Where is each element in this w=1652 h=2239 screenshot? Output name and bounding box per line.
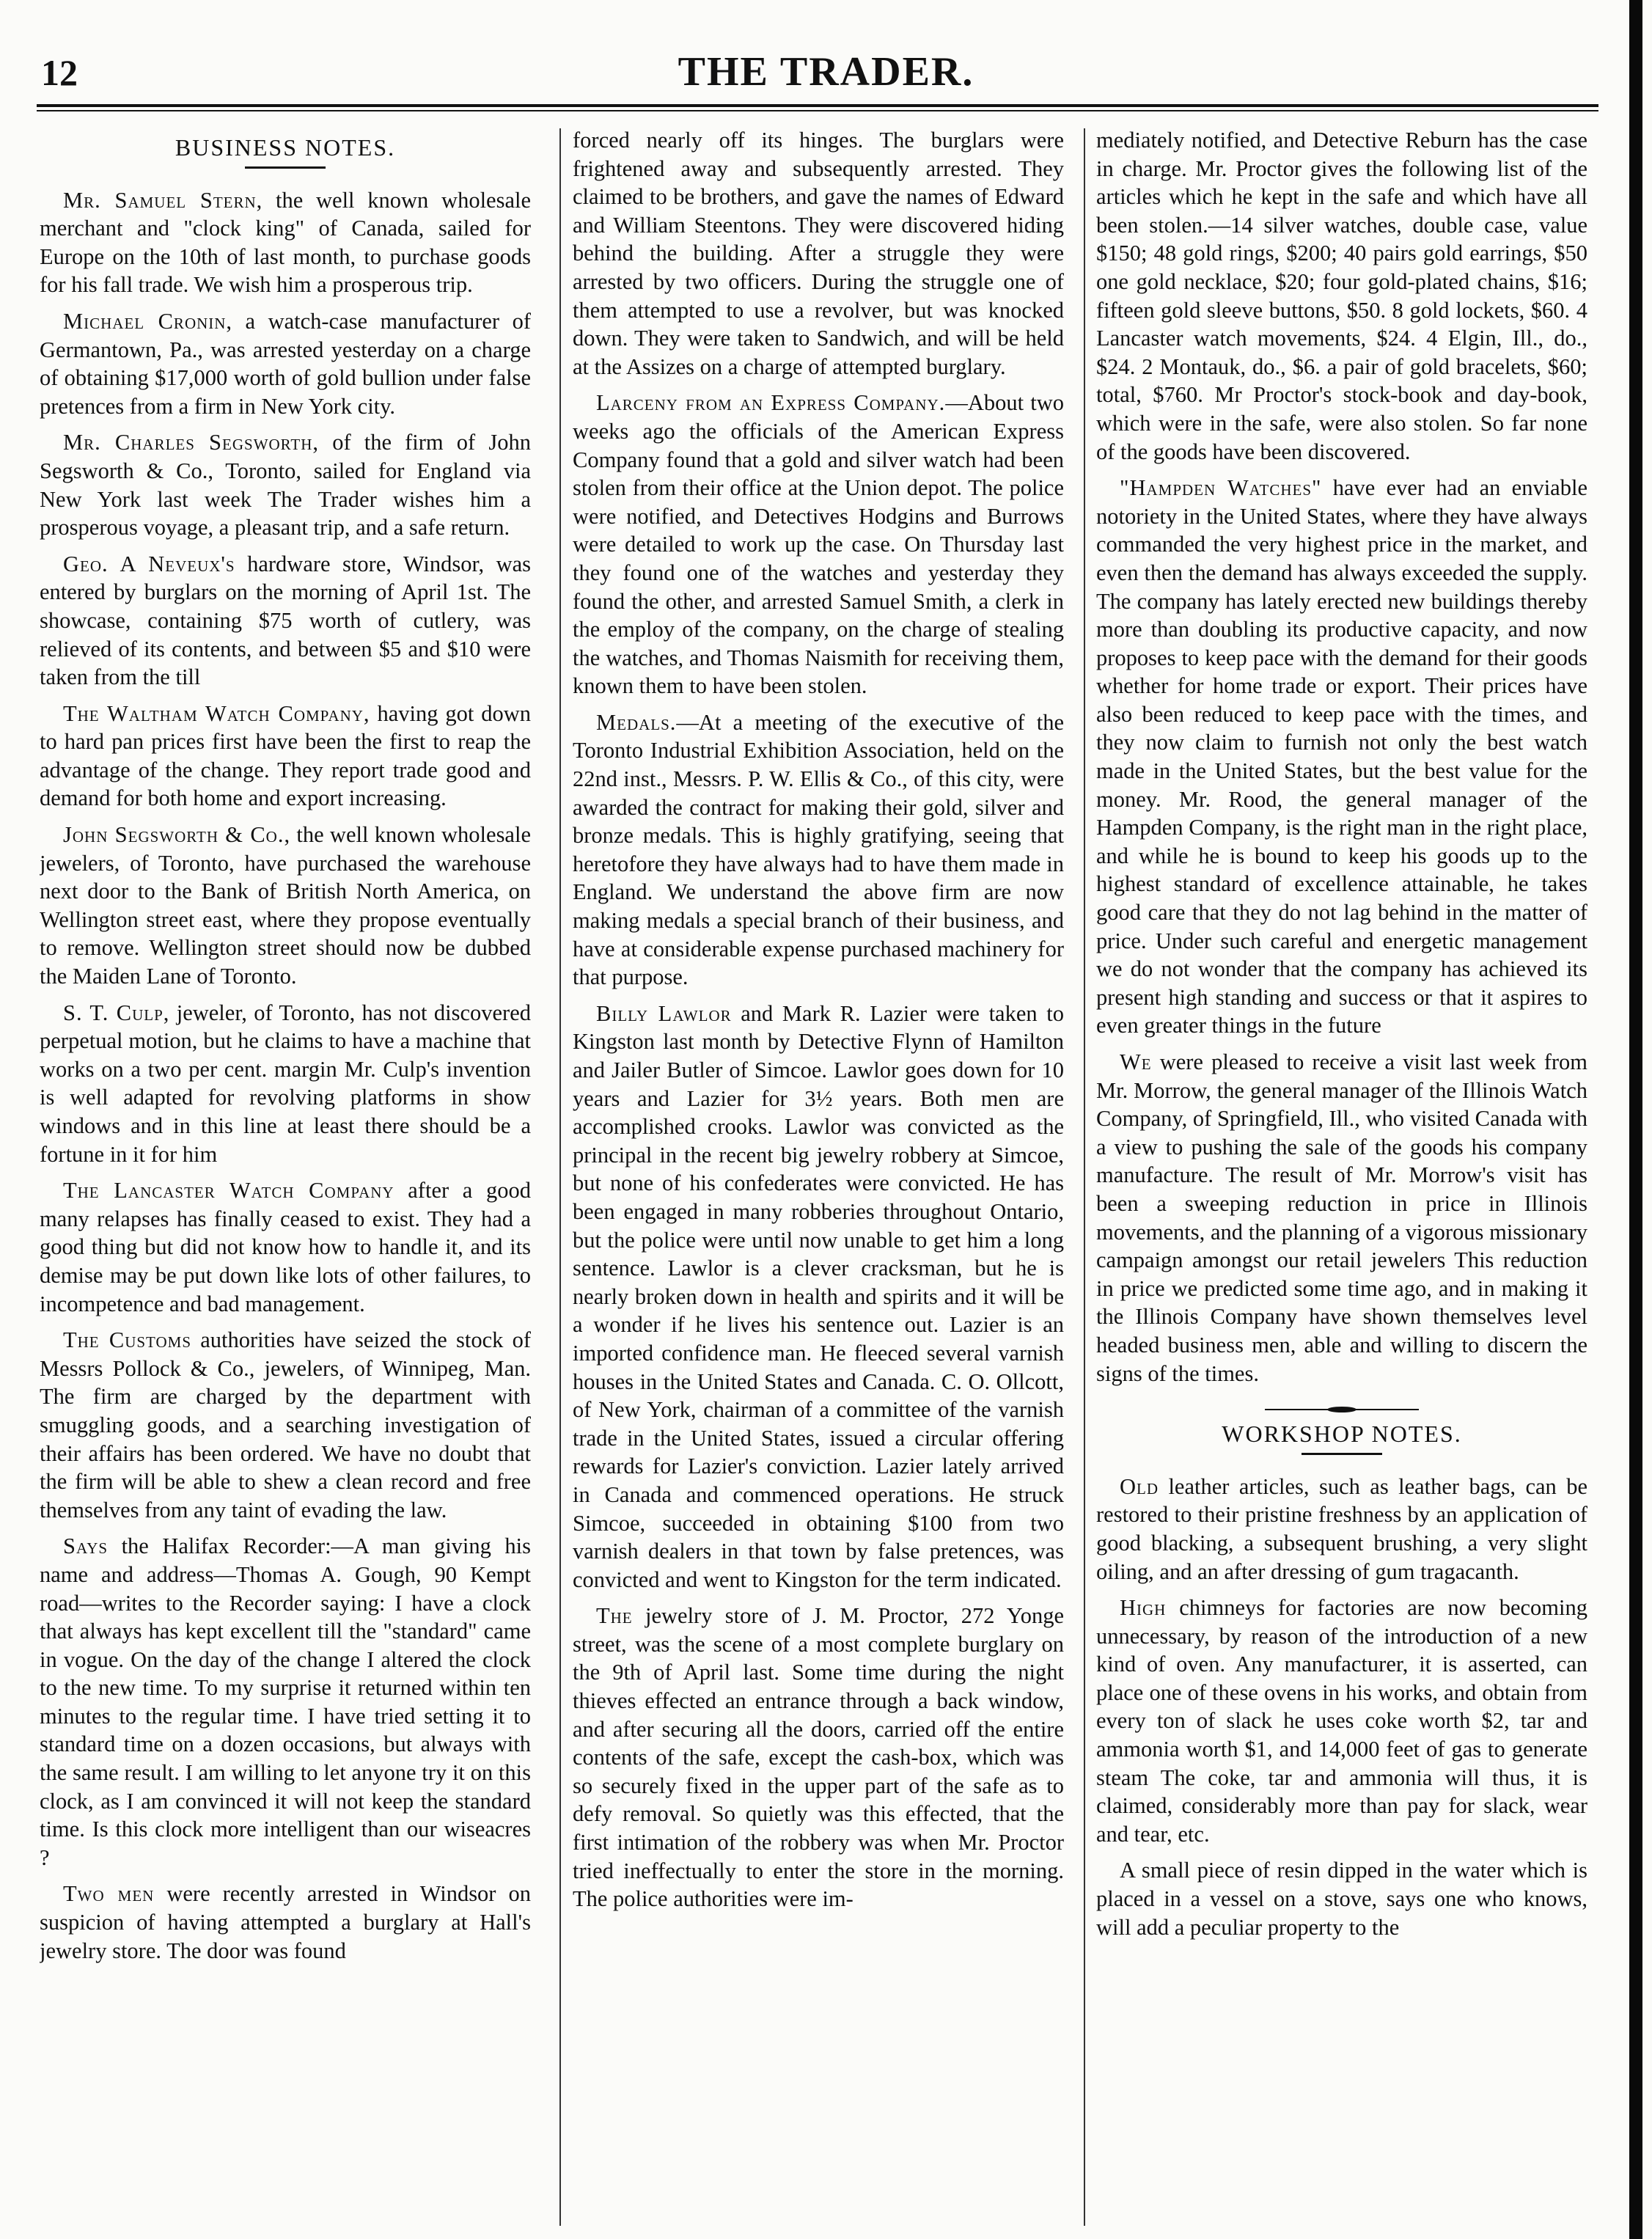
section-ornament [1265, 1407, 1419, 1412]
section-heading-workshop-notes: WORKSHOP NOTES. [1222, 1421, 1462, 1448]
article-paragraph: Says the Halifax Recorder:—A man giving his name and address—Thomas A. Gough, 90 Kempt road—writes to the Recorder saying: I have a clock that always has kept excellent till the "standard" came in vogue. On the day of the change I altered the clock to the new time. To my surprise it returned within ten minutes to the regular time. I have tried setting it to standard time on a dozen occasions, but always with the same result. I am willing to let anyone try it on this clock, as I am convinced it will not keep the standard time. Is this clock more intelligent than our wiseacres ? [40, 1533, 531, 1870]
article-paragraph: forced nearly off its hinges. The burglars were frightened away and subsequently arrested. They claimed to be brothers, and gave the names of Edward and William Steentons. They were discovered hiding behind the building. After a struggle they were arrested by two officers. During the struggle one of them attempted to use a revolver, but was knocked down. They were taken to Sandwich, and will be held at the Assizes on a charge of attempted burglary. [573, 128, 1064, 379]
article-paragraph: Michael Cronin, a watch-case manufacturer of Germantown, Pa., was arrested yesterday on a charge of obtaining $17,000 worth of gold bullion under false pretences from a firm in New York city. [40, 308, 531, 419]
article-paragraph: Old leather articles, such as leather bags, can be restored to their pristine freshness by an application of good blacking, a subsequent brushing, a very slight oiling, and an after dressing of gum tragacanth. [1096, 1473, 1587, 1584]
article-paragraph: Geo. A Neveux's hardware store, Windsor, was entered by burglars on the morning of April 1st. The showcase, containing $75 worth of cutlery, was relieved of its contents, and between $5 and $10 were taken from the till [40, 551, 531, 690]
header-rule-thin [37, 110, 1598, 111]
column-middle [573, 126, 1064, 2231]
article-paragraph: Larceny from an Express Company.—About two weeks ago the officials of the American Express Company found that a gold and silver watch had been stolen from their office at the Union depot. The police were notified, and Detectives Hodgins and Burrows were detailed to work up the case. On Thursday last they found one of the watches and yesterday they found the other, and arrested Samuel Smith, a clerk in the employ of the company, on the charge of stealing the watches, and Thomas Naismith for receiving them, known them to have been stolen. [573, 390, 1064, 699]
article-paragraph: The Customs authorities have seized the stock of Messrs Pollock & Co., jewelers, of Winnipeg, Man. The firm are charged by the department with smuggling goods, and a searching investigation of their affairs has been ordered. We have no doubt that the firm will be able to shew a clean record and free themselves from any taint of evading the law. [40, 1327, 531, 1522]
article-paragraph: Mr. Samuel Stern, the well known wholesale merchant and "clock king" of Canada, sailed for Europe on the 10th of last month, to purchase goods for his fall trade. We wish him a prosperous trip. [40, 187, 531, 298]
column-left [40, 126, 531, 2231]
section-heading-business-notes: BUSINESS NOTES. [175, 134, 396, 161]
article-paragraph: "Hampden Watches" have ever had an enviable notoriety in the United States, where they have always commanded the very highest price in the market, and even then the demand has always exceeded the supply. The company has lately erected new buildings thereby more than doubling its productive capacity, and now proposes to keep pace with the demand for their goods whether for home trade or export. Their prices have also been reduced to keep pace with the times, and they now claim to furnish not only the best watch made in the United States, but the best value for the money. Mr. Rood, the general manager of the Hampden Company, is the right man in the right place, and while he is bound to keep his goods up to the highest standard of excellence attainable, he takes good care that they do not lag behind in the matter of price. Under such careful and energetic management we do not wonder that the company has achieved its present high standing and success or that it aspires to even greater things in the future [1096, 475, 1587, 1038]
header-rule [37, 104, 1598, 107]
article-paragraph: mediately notified, and Detective Reburn has the case in charge. Mr. Proctor gives the following list of the articles which he kept in the safe and which have all been stolen.—14 silver watches, double case, value $150; 48 gold rings, $200; 40 pairs gold earrings, $50 one gold necklace, $20; four gold-plated chains, $16; fifteen gold sleeve buttons, $50. 8 gold lockets, $60. 4 Lancaster watch movements, $24. 4 Elgin, Ill., do., $24. 2 Montauk, do., $6. a pair of gold bracelets, $60; total, $760. Mr Proctor's stock-book and day-book, which were in the safe, were also stolen. So far none of the goods have been discovered. [1096, 128, 1587, 464]
page-number: 12 [41, 52, 78, 93]
article-paragraph: S. T. Culp, jeweler, of Toronto, has not discovered perpetual motion, but he claims to have a machine that works on a two per cent. margin Mr. Culp's invention is well adapted for revolving platforms in show windows and in this line at least there should be a fortune in it for him [40, 1000, 531, 1167]
article-paragraph: Two men were recently arrested in Windsor on suspicion of having attempted a burglary at Hall's jewelry store. The door was found [40, 1881, 531, 1963]
article-paragraph: Mr. Charles Segsworth, of the firm of John Segsworth & Co., Toronto, sailed for England via New York last week The Trader wishes him a prosperous voyage, a pleasant trip, and a safe return. [40, 430, 531, 540]
column-separator [1084, 128, 1085, 2226]
column-right [1096, 126, 1587, 2231]
article-paragraph: The jewelry store of J. M. Proctor, 272 Yonge street, was the scene of a most complete burglary on the 9th of April last. Some time during the night thieves effected an entrance through a back window, and after securing all the doors, carried off the entire contents of the safe, except the cash-box, which was so securely fixed in the upper part of the safe as to defy removal. So quietly was this effected, that the first intimation of the robbery was when Mr. Proctor tried ineffectually to enter the store in the morning. The police authorities were im- [573, 1603, 1064, 1912]
scan-edge [1629, 0, 1642, 2239]
article-paragraph: We were pleased to receive a visit last week from Mr. Morrow, the general manager of the Illinois Watch Company, of Springfield, Ill., who visited Canada with a view to pushing the sale of the goods his company manufacture. The result of Mr. Morrow's visit has been a sweeping reduction in price in Illinois movements, and the planning of a vigorous missionary campaign amongst our retail jewelers This reduction in price we predicted some time ago, and in making it the Illinois Company have shown themselves level headed business men, able and willing to discern the signs of the times. [1096, 1049, 1587, 1386]
column-separator [559, 128, 561, 2226]
article-paragraph: Medals.—At a meeting of the executive of the Toronto Industrial Exhibition Association, held on the 22nd inst., Messrs. P. W. Ellis & Co., of this city, were awarded the contract for making their gold, silver and bronze medals. This is highly gratifying, seeing that heretofore they have always had to have them made in England. We understand the above firm are now making medals a special branch of their business, and have at considerable expense purchased machinery for that purpose. [573, 709, 1064, 990]
heading-rule [1302, 1453, 1382, 1455]
article-paragraph: Billy Lawlor and Mark R. Lazier were taken to Kingston last month by Detective Flynn of Hamilton and Jailer Butler of Simcoe. Lawlor goes down for 10 years and Lazier for 3½ years. Both men are accomplished crooks. Lawlor was convicted as the principal in the recent big jewelry robbery at Simcoe, but none of his confederates were convicted. He has been engaged in many robberies throughout Ontario, but the police were until now unable to get him a long sentence. Lawlor is a clever cracksman, but he is nearly broken down in health and spirits and it will be a wonder if he lives his sentence out. Lazier is an imported confidence man. He fleeced several varnish houses in the United States and Canada. C. O. Ollcott, of New York, chairman of a committee of the varnish trade in the United States, issued a circular offering rewards for Lazier's conviction. Lazier lately arrived in Canada and commenced operations. He struck Simcoe, succeeded in obtaining $100 from two varnish dealers in that town by false pretences, was convicted and went to Kingston for the term indicated. [573, 1000, 1064, 1592]
article-paragraph: A small piece of resin dipped in the water which is placed in a vessel on a stove, says one who knows, will add a peculiar property to the [1096, 1858, 1587, 1940]
article-paragraph: High chimneys for factories are now becoming unnecessary, by reason of the introduction of a new kind of oven. Any manufacturer, it is asserted, can place one of these ovens in his works, and obtain from every ton of slack he uses coke worth $2, tar and ammonia worth $1, and 14,000 feet of gas to generate steam The coke, tar and ammonia will thus, it is claimed, considerably more than pay for slack, wear and tear, etc. [1096, 1595, 1587, 1847]
article-paragraph: John Segsworth & Co., the well known wholesale jewelers, of Toronto, have purchased the warehouse next door to the Bank of British North America, on Wellington street east, where they propose eventually to remove. Wellington street should now be dubbed the Maiden Lane of Toronto. [40, 822, 531, 989]
heading-rule [245, 166, 326, 169]
masthead-title: THE TRADER. [678, 49, 974, 95]
article-paragraph: The Lancaster Watch Company after a good many relapses has finally ceased to exist. They had a good thing but did not know how to handle it, and its demise may be put down like lots of other failures, to incompetence and bad management. [40, 1178, 531, 1316]
article-paragraph: The Waltham Watch Company, having got down to hard pan prices first have been the first to reap the advantage of the change. They report trade good and demand for both home and export increasing. [40, 700, 531, 811]
